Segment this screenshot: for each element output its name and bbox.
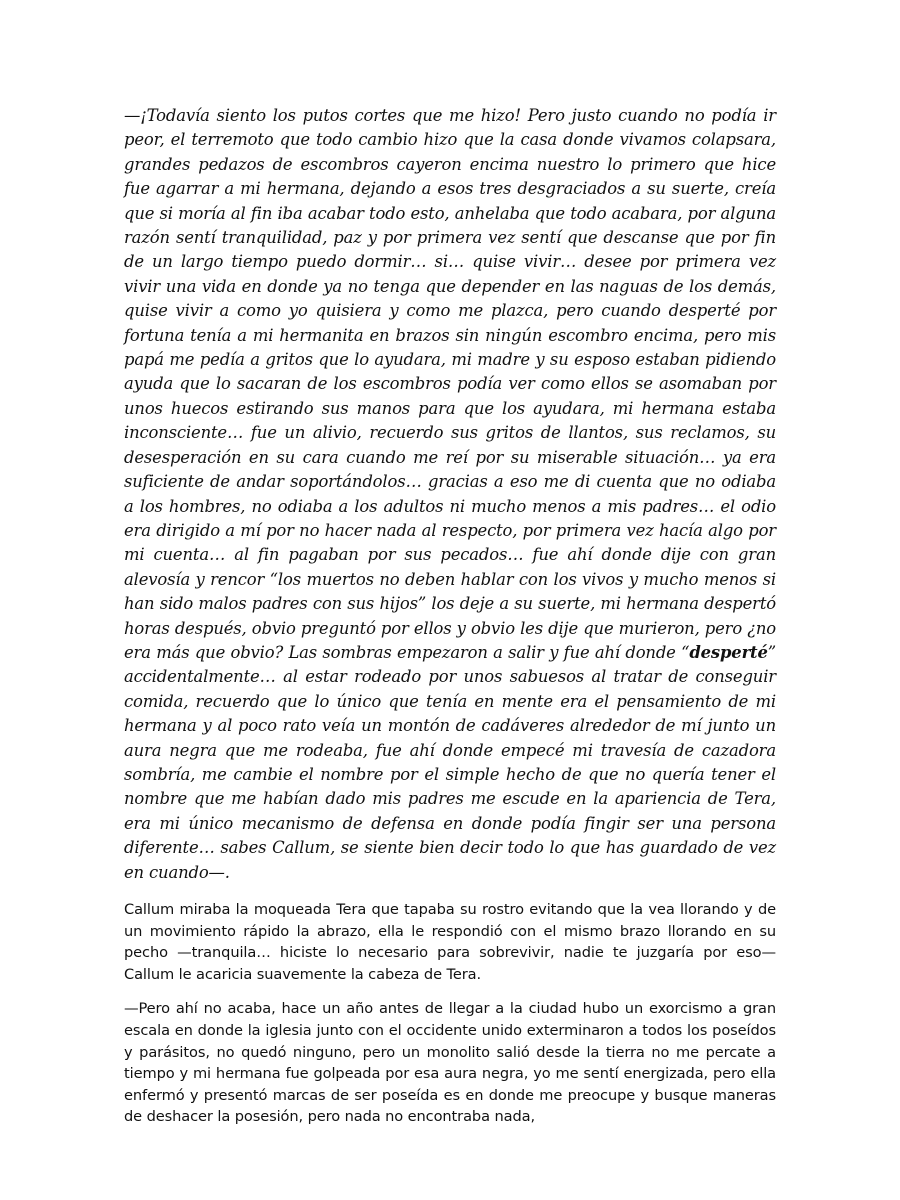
italic-dialogue-paragraph xyxy=(124,104,776,885)
emphasized-word: desperté xyxy=(689,642,768,662)
italic-text-after-emphasis: ” accidentalmente… al estar rodeado por unos sabuesos al tratar de conseguir comida, recuerdo que lo único que tenía en mente era el pensamiento de mi hermana y al poco rato veía un montón de cadáveres alrededor de mí junto un aura negra que me rodeaba, fue ahí donde empecé mi travesía de cazadora sombría, me cambie el nombre por el simple hecho de que no quería tener el nombre que me habían dado mis padres me escude en la apariencia de Tera, era mi único mecanismo de defensa en donde podía fingir ser una persona diferente… sabes Callum, se siente bien decir todo lo que has guardado de vez en cuando—. xyxy=(124,642,776,882)
italic-text-before-emphasis: —¡Todavía siento los putos cortes que me hizo! Pero justo cuando no podía ir peor, el terremoto que todo cambio hizo que la casa donde vivamos colapsara, grandes pedazos de escombros cayeron encima nuestro lo primero que hice fue agarrar a mi hermana, dejando a esos tres desgraciados a su suerte, creía que si moría al fin iba acabar todo esto, anhelaba que todo acabara, por alguna razón sentí tranquilidad, paz y por primera vez sentí que descanse que por fin de un largo tiempo puedo dormir… si… quise vivir… desee por primera vez vivir una vida en donde ya no tenga que depender en las naguas de los demás, quise vivir a como yo quisiera y como me plazca, pero cuando desperté por fortuna tenía a mi hermanita en brazos sin ningún escombro encima, pero mis papá me pedía a gritos que lo ayudara, mi madre y su esposo estaban pidiendo ayuda que lo sacaran de los escombros podía ver como ellos se asomaban por unos huecos estirando sus manos para que los ayudara, mi hermana estaba inconsciente… fue un alivio, recuerdo sus gritos de llantos, sus reclamos, su desesperación en su cara cuando me reí por su miserable situación… ya era suficiente de andar soportándolos… gracias a eso me di cuenta que no odiaba a los hombres, no odiaba a los adultos ni mucho menos a mis padres… el odio era dirigido a mí por no hacer nada al respecto, por primera vez hacía algo por mi cuenta… al fin pagaban por sus pecados… fue ahí donde dije con gran alevosía y rencor “los muertos no deben hablar con los vivos y mucho menos si han sido malos padres con sus hijos” los deje a su suerte, mi hermana despertó horas después, obvio preguntó por ellos y obvio les dije que murieron, pero ¿no era más que obvio? Las sombras empezaron a salir y fue ahí donde “ xyxy=(124,106,776,662)
narrative-paragraph-exorcism: —Pero ahí no acaba, hace un año antes de llegar a la ciudad hubo un exorcismo a gran escala en donde la iglesia junto con el occidente unido exterminaron a todos los poseídos y parásitos, no quedó ninguno, pero un monolito salió desde la tierra no me percate a tiempo y mi hermana fue golpeada por esa aura negra, yo me sentí energizada, pero ella enfermó y presentó marcas de ser poseída es en donde me preocupe y busque maneras de deshacer la posesión, pero nada no encontraba nada, xyxy=(124,1000,776,1126)
page-body xyxy=(124,104,776,1141)
narrative-paragraph-callum: Callum miraba la moqueada Tera que tapaba su rostro evitando que la vea llorando y de un movimiento rápido la abrazo, ella le respondió con el mismo brazo llorando en su pecho —tranquila… hiciste lo necesario para sobrevivir, nadie te juzgaría por eso— Callum le acaricia suavemente la cabeza de Tera. xyxy=(124,901,776,983)
italic-dialogue-block xyxy=(124,104,776,885)
narrative-block xyxy=(124,899,776,1128)
